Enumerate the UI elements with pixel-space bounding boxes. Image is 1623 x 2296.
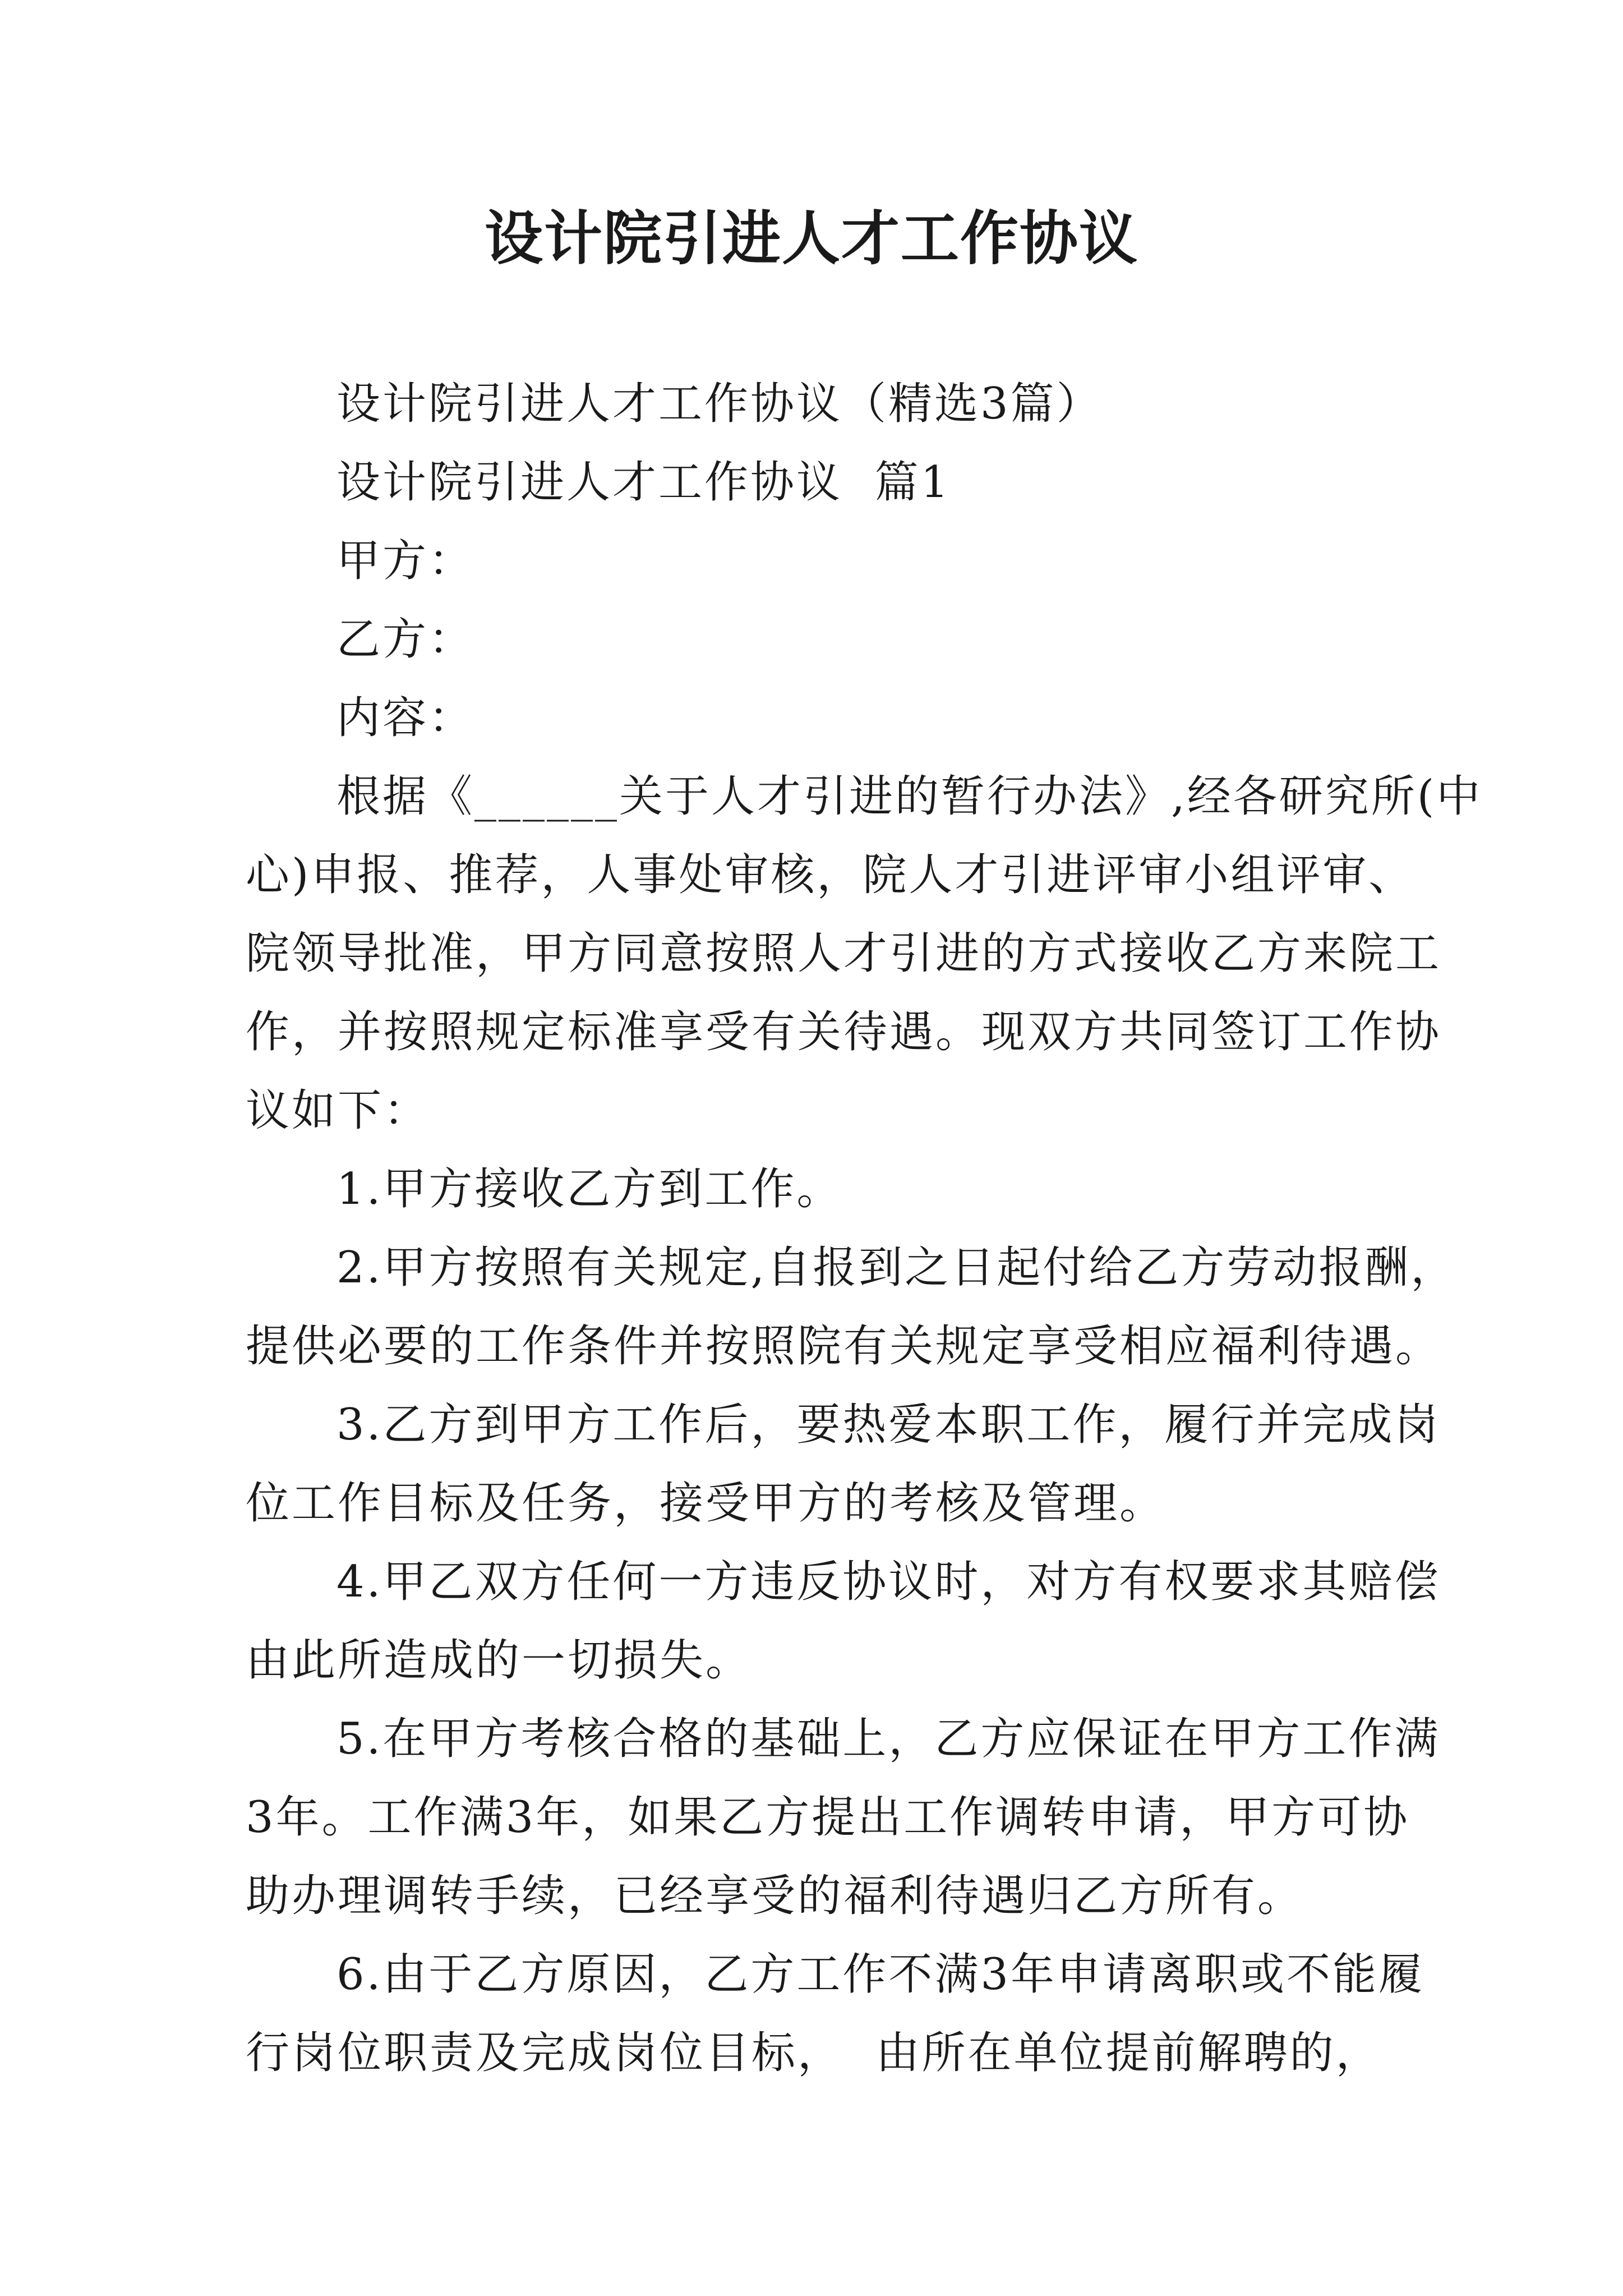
paragraph-line: 乙方： (336, 614, 475, 665)
paragraph-line: 位工作目标及任务，接受甲方的考核及管理。 (246, 1478, 1166, 1529)
paragraph-line: 心)申报、推荐，人事处审核，院人才引进评审小组评审、 (246, 850, 1415, 900)
paragraph-line: 3年。工作满3年，如果乙方提出工作调转申请，甲方可协 (246, 1792, 1410, 1843)
paragraph-line: 根据《______关于人才引进的暂行办法》,经各研究所(中 (336, 771, 1483, 822)
paragraph-line: 行岗位职责及完成岗位目标， 由所在单位提前解聘的， (246, 2028, 1382, 2078)
paragraph-line: 助办理调转手续，已经享受的福利待遇归乙方所有。 (246, 1871, 1304, 1921)
paragraph-line: 提供必要的工作条件并按照院有关规定享受相应福利待遇。 (246, 1321, 1442, 1372)
paragraph-line: 4.甲乙双方任何一方违反协议时，对方有权要求其赔偿 (336, 1557, 1441, 1607)
document-title: 设计院引进人才工作协议 (484, 204, 1138, 273)
paragraph-line: 5.在甲方考核合格的基础上，乙方应保证在甲方工作满 (336, 1714, 1441, 1764)
paragraph-line: 作，并按照规定标准享受有关待遇。现双方共同签订工作协 (246, 1007, 1442, 1057)
paragraph-line: 议如下： (246, 1085, 430, 1136)
paragraph-line: 由此所造成的一切损失。 (246, 1635, 752, 1686)
document-body (246, 365, 1483, 2092)
paragraph-line: 6.由于乙方原因，乙方工作不满3年申请离职或不能履 (336, 1949, 1425, 2000)
paragraph-line: 3.乙方到甲方工作后，要热爱本职工作，履行并完成岗 (336, 1400, 1441, 1450)
paragraph-line: 甲方： (336, 536, 475, 586)
paragraph-line: 2.甲方按照有关规定,自报到之日起付给乙方劳动报酬， (336, 1243, 1457, 1293)
paragraph-line: 设计院引进人才工作协议 篇1 (336, 457, 951, 508)
paragraph-line: 院领导批准，甲方同意按照人才引进的方式接收乙方来院工 (246, 928, 1442, 979)
paragraph-line: 1.甲方接收乙方到工作。 (336, 1164, 843, 1214)
paragraph-line: 设计院引进人才工作协议（精选3篇） (336, 379, 1103, 429)
paragraph-line: 内容： (336, 693, 475, 743)
